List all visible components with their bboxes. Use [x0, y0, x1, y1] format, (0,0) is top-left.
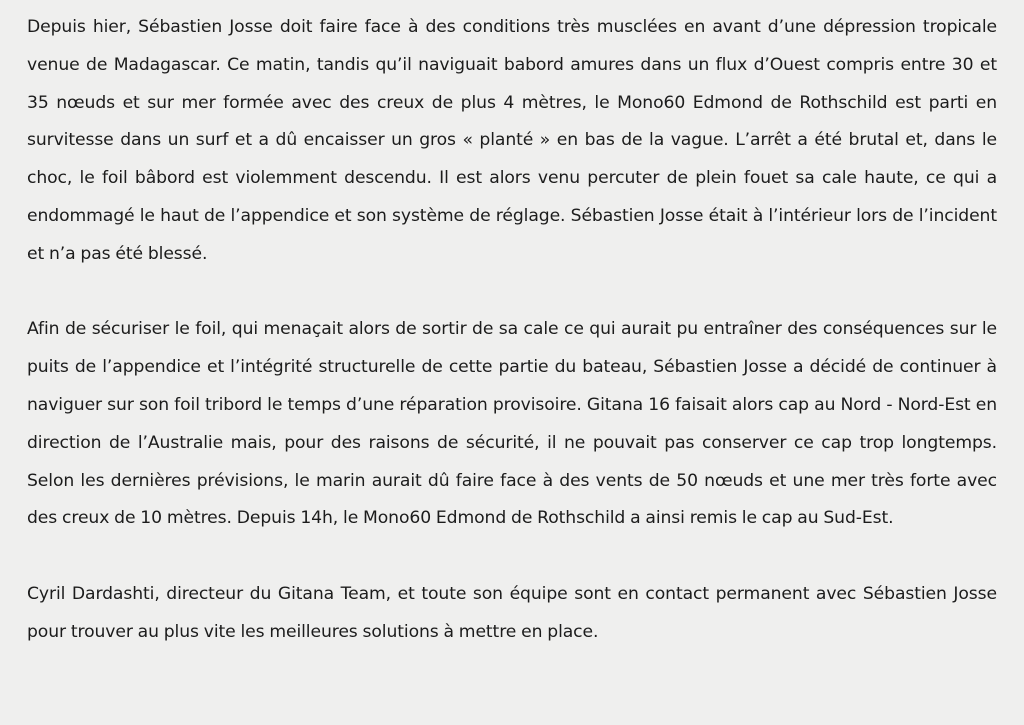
- paragraph-team-contact: Cyril Dardashti, directeur du Gitana Team, et toute son équipe sont en contact permanent avec Sébastien Josse pour trouver au plus vite les meilleures solutions à mettre en place.: [27, 583, 997, 642]
- paragraph-incident: Depuis hier, Sébastien Josse doit faire face à des conditions très musclées en avant d’une dépression tropicale venue de Madagascar. Ce matin, tandis qu’il naviguait babord amures dans un flux d’Ouest compris entre 30 et 35 nœuds et sur mer formée avec des creux de plus 4 mètres, le Mono60 Edmond de Rothschild est parti en survitesse dans un surf et a dû encaisser un gros « planté » en bas de la vague. L’arrêt a été brutal et, dans le choc, le foil bâbord est violemment descendu. Il est alors venu percuter de plein fouet sa cale haute, ce qui a endommagé le haut de l’appendice et son système de réglage. Sébastien Josse était à l’intérieur lors de l’incident et n’a pas été blessé.: [27, 17, 997, 264]
- paragraph-repair: Afin de sécuriser le foil, qui menaçait alors de sortir de sa cale ce qui aurait pu entraîner des conséquences sur le puits de l’appendice et l’intégrité structurelle de cette partie du bateau, Sébastien Josse a décidé de continuer à naviguer sur son foil tribord le temps d’une réparation provisoire. Gitana 16 faisait alors cap au Nord - Nord-Est en direction de l’Australie mais, pour des raisons de sécurité, il ne pouvait pas conserver ce cap trop longtemps. Selon les dernières prévisions, le marin aurait dû faire face à des vents de 50 nœuds et une mer très forte avec des creux de 10 mètres. Depuis 14h, le Mono60 Edmond de Rothschild a ainsi remis le cap au Sud-Est.: [27, 319, 997, 529]
